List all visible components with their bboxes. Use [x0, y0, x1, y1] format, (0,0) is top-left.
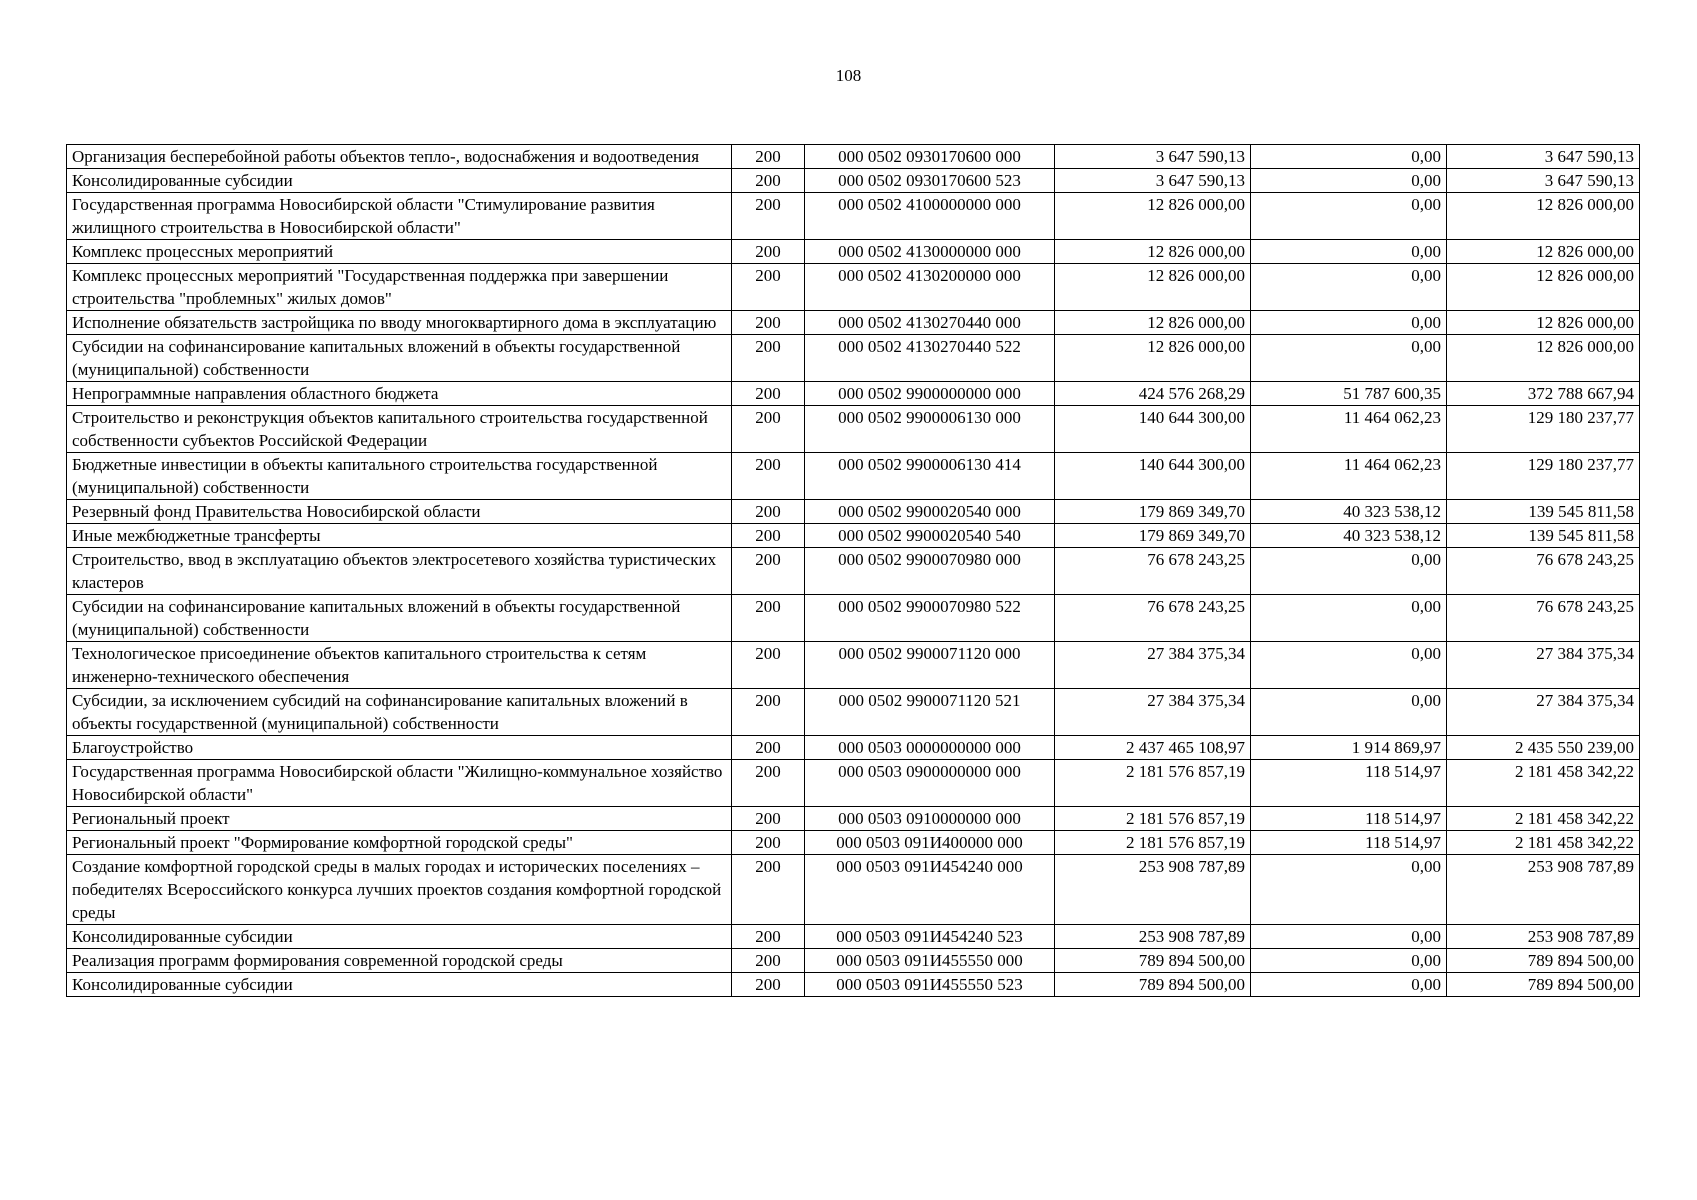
table-row [67, 736, 1640, 760]
row-kbk-cell: 000 0502 4130200000 000 [805, 264, 1055, 311]
row-name-cell: Субсидии, за исключением субсидий на софинансирование капитальных вложений в объекты государственной (муниципальной) собственности [67, 689, 732, 736]
row-remaining-cell: 253 908 787,89 [1447, 925, 1640, 949]
row-executed-cell: 118 514,97 [1251, 807, 1447, 831]
row-executed-cell: 118 514,97 [1251, 760, 1447, 807]
row-remaining-cell: 129 180 237,77 [1447, 453, 1640, 500]
row-remaining-cell: 2 435 550 239,00 [1447, 736, 1640, 760]
row-name-cell: Региональный проект [67, 807, 732, 831]
row-kbk-cell: 000 0503 091И455550 523 [805, 973, 1055, 997]
budget-execution-table [66, 144, 1640, 997]
row-name-cell: Организация бесперебойной работы объектов тепло-, водоснабжения и водоотведения [67, 145, 732, 169]
row-executed-cell: 0,00 [1251, 642, 1447, 689]
row-remaining-cell: 372 788 667,94 [1447, 382, 1640, 406]
table-row [67, 642, 1640, 689]
row-kbk-cell: 000 0502 9900020540 540 [805, 524, 1055, 548]
row-code-cell: 200 [732, 973, 805, 997]
row-name-cell: Консолидированные субсидии [67, 169, 732, 193]
row-approved-cell: 789 894 500,00 [1055, 973, 1251, 997]
row-approved-cell: 3 647 590,13 [1055, 169, 1251, 193]
row-code-cell: 200 [732, 949, 805, 973]
row-code-cell: 200 [732, 925, 805, 949]
row-approved-cell: 12 826 000,00 [1055, 193, 1251, 240]
table-row [67, 264, 1640, 311]
row-approved-cell: 12 826 000,00 [1055, 264, 1251, 311]
row-approved-cell: 424 576 268,29 [1055, 382, 1251, 406]
row-executed-cell: 0,00 [1251, 335, 1447, 382]
row-kbk-cell: 000 0502 9900071120 521 [805, 689, 1055, 736]
row-name-cell: Исполнение обязательств застройщика по вводу многоквартирного дома в эксплуатацию [67, 311, 732, 335]
row-approved-cell: 76 678 243,25 [1055, 595, 1251, 642]
row-executed-cell: 0,00 [1251, 855, 1447, 925]
row-approved-cell: 27 384 375,34 [1055, 689, 1251, 736]
table-row [67, 949, 1640, 973]
table-row [67, 548, 1640, 595]
table-row [67, 807, 1640, 831]
row-kbk-cell: 000 0502 4130000000 000 [805, 240, 1055, 264]
row-remaining-cell: 27 384 375,34 [1447, 642, 1640, 689]
row-kbk-cell: 000 0502 4130270440 522 [805, 335, 1055, 382]
row-name-cell: Строительство и реконструкция объектов капитального строительства государственной собственности субъектов Российской Федерации [67, 406, 732, 453]
row-kbk-cell: 000 0503 0000000000 000 [805, 736, 1055, 760]
row-kbk-cell: 000 0502 9900020540 000 [805, 500, 1055, 524]
row-name-cell: Резервный фонд Правительства Новосибирской области [67, 500, 732, 524]
table-row [67, 311, 1640, 335]
row-approved-cell: 789 894 500,00 [1055, 949, 1251, 973]
row-name-cell: Иные межбюджетные трансферты [67, 524, 732, 548]
row-remaining-cell: 2 181 458 342,22 [1447, 807, 1640, 831]
row-remaining-cell: 12 826 000,00 [1447, 335, 1640, 382]
row-kbk-cell: 000 0503 091И455550 000 [805, 949, 1055, 973]
table-row [67, 524, 1640, 548]
row-executed-cell: 0,00 [1251, 169, 1447, 193]
row-remaining-cell: 129 180 237,77 [1447, 406, 1640, 453]
row-executed-cell: 11 464 062,23 [1251, 453, 1447, 500]
row-approved-cell: 12 826 000,00 [1055, 311, 1251, 335]
row-name-cell: Консолидированные субсидии [67, 973, 732, 997]
row-executed-cell: 0,00 [1251, 949, 1447, 973]
row-kbk-cell: 000 0503 091И454240 000 [805, 855, 1055, 925]
row-executed-cell: 51 787 600,35 [1251, 382, 1447, 406]
row-remaining-cell: 789 894 500,00 [1447, 949, 1640, 973]
row-executed-cell: 40 323 538,12 [1251, 500, 1447, 524]
row-approved-cell: 179 869 349,70 [1055, 524, 1251, 548]
row-code-cell: 200 [732, 335, 805, 382]
row-kbk-cell: 000 0503 0910000000 000 [805, 807, 1055, 831]
row-name-cell: Субсидии на софинансирование капитальных вложений в объекты государственной (муниципальной) собственности [67, 595, 732, 642]
row-approved-cell: 140 644 300,00 [1055, 453, 1251, 500]
row-code-cell: 200 [732, 548, 805, 595]
row-approved-cell: 3 647 590,13 [1055, 145, 1251, 169]
table-row [67, 169, 1640, 193]
row-name-cell: Комплекс процессных мероприятий "Государственная поддержка при завершении строительства "проблемных" жилых домов" [67, 264, 732, 311]
row-executed-cell: 0,00 [1251, 311, 1447, 335]
row-approved-cell: 2 437 465 108,97 [1055, 736, 1251, 760]
row-remaining-cell: 2 181 458 342,22 [1447, 831, 1640, 855]
row-kbk-cell: 000 0503 091И400000 000 [805, 831, 1055, 855]
table-row [67, 831, 1640, 855]
row-code-cell: 200 [732, 642, 805, 689]
row-approved-cell: 2 181 576 857,19 [1055, 760, 1251, 807]
row-remaining-cell: 76 678 243,25 [1447, 548, 1640, 595]
row-code-cell: 200 [732, 193, 805, 240]
row-approved-cell: 27 384 375,34 [1055, 642, 1251, 689]
table-row [67, 193, 1640, 240]
row-code-cell: 200 [732, 689, 805, 736]
row-code-cell: 200 [732, 524, 805, 548]
row-code-cell: 200 [732, 240, 805, 264]
row-executed-cell: 40 323 538,12 [1251, 524, 1447, 548]
row-executed-cell: 11 464 062,23 [1251, 406, 1447, 453]
row-name-cell: Реализация программ формирования современной городской среды [67, 949, 732, 973]
row-kbk-cell: 000 0502 4130270440 000 [805, 311, 1055, 335]
row-remaining-cell: 3 647 590,13 [1447, 169, 1640, 193]
row-name-cell: Государственная программа Новосибирской области "Стимулирование развития жилищного строительства в Новосибирской области" [67, 193, 732, 240]
table-row [67, 595, 1640, 642]
row-kbk-cell: 000 0502 9900000000 000 [805, 382, 1055, 406]
row-name-cell: Государственная программа Новосибирской области "Жилищно-коммунальное хозяйство Новосибирской области" [67, 760, 732, 807]
row-remaining-cell: 12 826 000,00 [1447, 240, 1640, 264]
row-executed-cell: 0,00 [1251, 548, 1447, 595]
row-name-cell: Консолидированные субсидии [67, 925, 732, 949]
row-executed-cell: 0,00 [1251, 973, 1447, 997]
row-code-cell: 200 [732, 264, 805, 311]
row-remaining-cell: 139 545 811,58 [1447, 500, 1640, 524]
row-executed-cell: 0,00 [1251, 595, 1447, 642]
page-number: 108 [835, 66, 862, 85]
row-kbk-cell: 000 0502 0930170600 000 [805, 145, 1055, 169]
table-row [67, 500, 1640, 524]
row-executed-cell: 0,00 [1251, 193, 1447, 240]
table-row [67, 382, 1640, 406]
row-approved-cell: 2 181 576 857,19 [1055, 807, 1251, 831]
table-row [67, 335, 1640, 382]
row-executed-cell: 0,00 [1251, 145, 1447, 169]
row-code-cell: 200 [732, 807, 805, 831]
row-name-cell: Непрограммные направления областного бюджета [67, 382, 732, 406]
row-remaining-cell: 253 908 787,89 [1447, 855, 1640, 925]
row-approved-cell: 76 678 243,25 [1055, 548, 1251, 595]
row-approved-cell: 12 826 000,00 [1055, 240, 1251, 264]
row-approved-cell: 253 908 787,89 [1055, 925, 1251, 949]
table-row [67, 925, 1640, 949]
row-kbk-cell: 000 0503 0900000000 000 [805, 760, 1055, 807]
row-name-cell: Технологическое присоединение объектов капитального строительства к сетям инженерно-технического обеспечения [67, 642, 732, 689]
row-kbk-cell: 000 0502 9900070980 522 [805, 595, 1055, 642]
row-executed-cell: 1 914 869,97 [1251, 736, 1447, 760]
row-remaining-cell: 12 826 000,00 [1447, 264, 1640, 311]
row-approved-cell: 253 908 787,89 [1055, 855, 1251, 925]
row-kbk-cell: 000 0502 9900006130 414 [805, 453, 1055, 500]
row-approved-cell: 140 644 300,00 [1055, 406, 1251, 453]
row-remaining-cell: 12 826 000,00 [1447, 311, 1640, 335]
table-row [67, 240, 1640, 264]
row-executed-cell: 0,00 [1251, 264, 1447, 311]
row-remaining-cell: 789 894 500,00 [1447, 973, 1640, 997]
row-name-cell: Создание комфортной городской среды в малых городах и исторических поселениях – победителях Всероссийского конкурса лучших проектов создания комфортной городской среды [67, 855, 732, 925]
row-executed-cell: 0,00 [1251, 925, 1447, 949]
row-kbk-cell: 000 0502 9900006130 000 [805, 406, 1055, 453]
row-code-cell: 200 [732, 760, 805, 807]
row-remaining-cell: 27 384 375,34 [1447, 689, 1640, 736]
row-executed-cell: 0,00 [1251, 689, 1447, 736]
table-row [67, 760, 1640, 807]
table-row [67, 855, 1640, 925]
row-code-cell: 200 [732, 595, 805, 642]
row-name-cell: Бюджетные инвестиции в объекты капитального строительства государственной (муниципальной) собственности [67, 453, 732, 500]
row-kbk-cell: 000 0503 091И454240 523 [805, 925, 1055, 949]
row-code-cell: 200 [732, 855, 805, 925]
row-name-cell: Благоустройство [67, 736, 732, 760]
row-code-cell: 200 [732, 169, 805, 193]
row-code-cell: 200 [732, 311, 805, 335]
row-remaining-cell: 3 647 590,13 [1447, 145, 1640, 169]
row-remaining-cell: 2 181 458 342,22 [1447, 760, 1640, 807]
row-kbk-cell: 000 0502 4100000000 000 [805, 193, 1055, 240]
row-code-cell: 200 [732, 736, 805, 760]
table-row [67, 406, 1640, 453]
row-name-cell: Региональный проект "Формирование комфортной городской среды" [67, 831, 732, 855]
row-kbk-cell: 000 0502 9900070980 000 [805, 548, 1055, 595]
row-code-cell: 200 [732, 382, 805, 406]
row-name-cell: Строительство, ввод в эксплуатацию объектов электросетевого хозяйства туристических кластеров [67, 548, 732, 595]
row-kbk-cell: 000 0502 9900071120 000 [805, 642, 1055, 689]
row-code-cell: 200 [732, 500, 805, 524]
row-code-cell: 200 [732, 406, 805, 453]
row-remaining-cell: 139 545 811,58 [1447, 524, 1640, 548]
table-row [67, 973, 1640, 997]
row-kbk-cell: 000 0502 0930170600 523 [805, 169, 1055, 193]
row-code-cell: 200 [732, 145, 805, 169]
row-approved-cell: 2 181 576 857,19 [1055, 831, 1251, 855]
table-row [67, 145, 1640, 169]
row-code-cell: 200 [732, 453, 805, 500]
row-name-cell: Комплекс процессных мероприятий [67, 240, 732, 264]
row-approved-cell: 179 869 349,70 [1055, 500, 1251, 524]
row-approved-cell: 12 826 000,00 [1055, 335, 1251, 382]
row-remaining-cell: 12 826 000,00 [1447, 193, 1640, 240]
row-name-cell: Субсидии на софинансирование капитальных вложений в объекты государственной (муниципальной) собственности [67, 335, 732, 382]
row-remaining-cell: 76 678 243,25 [1447, 595, 1640, 642]
row-executed-cell: 118 514,97 [1251, 831, 1447, 855]
table-row [67, 453, 1640, 500]
table-body [67, 145, 1640, 997]
table-row [67, 689, 1640, 736]
row-executed-cell: 0,00 [1251, 240, 1447, 264]
row-code-cell: 200 [732, 831, 805, 855]
